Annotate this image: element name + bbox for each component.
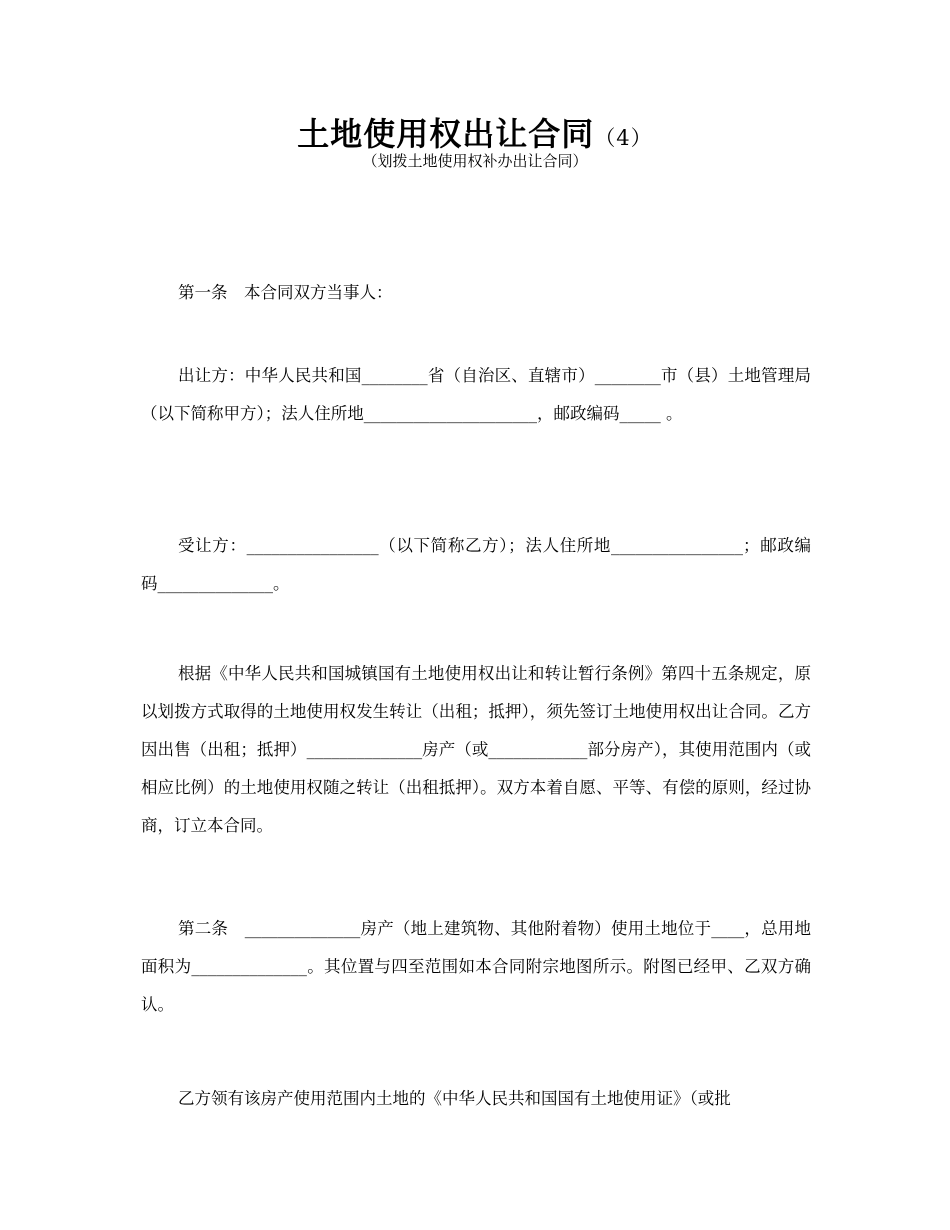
title-text: 土地使用权出让合同 xyxy=(297,115,595,153)
title-number: （4） xyxy=(594,126,653,150)
legal-basis-paragraph: 根据《中华人民共和国城镇国有土地使用权出让和转让暂行条例》第四十五条规定，原以划拨方式取得的土地使用权发生转让（出租；抵押），须先签订土地使用权出让合同。乙方因出售（出租；抵押）______________房产（或____________部分房产），其使用范围内（或相应比例）的土地使用权随之转让（出租抵押）。双方本着自愿、平等、有偿的原则，经过协商，订立本合同。 xyxy=(141,664,811,835)
article-1-heading: 第一条 本合同双方当事人： xyxy=(178,283,393,302)
transferee-paragraph: 受让方：________________（以下简称乙方）；法人住所地________________；邮政编码______________。 xyxy=(141,536,811,593)
transferor-paragraph: 出让方：中华人民共和国________省（自治区、直辖市）________市（县）土地管理局（以下简称甲方）；法人住所地_____________________，邮政编码_____ 。 xyxy=(141,366,811,423)
land-certificate-paragraph: 乙方领有该房产使用范围内土地的《中华人民共和国国有土地使用证》（或批 xyxy=(178,1089,731,1108)
article-2-paragraph: 第二条 ______________房产（地上建筑物、其他附着物）使用土地位于____，总用地面积为______________。其位置与四至范围如本合同附宗地图所示。附图已经甲、乙双方确认。 xyxy=(141,919,811,1014)
document-subtitle: （划拨土地使用权补办出让合同） xyxy=(362,152,588,170)
